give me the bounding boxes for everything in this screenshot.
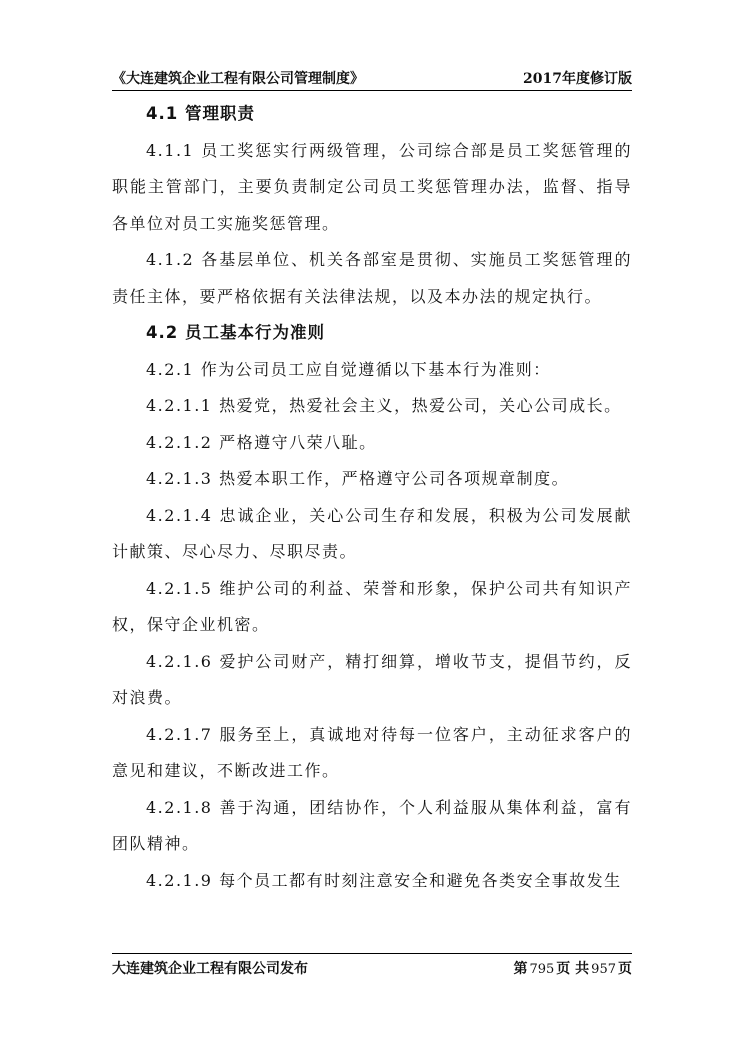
page-prefix: 第	[513, 961, 528, 977]
paragraph: 4.2.1.1 热爱党，热爱社会主义，热爱公司，关心公司成长。	[146, 396, 622, 415]
footer-publisher: 大连建筑企业工程有限公司发布	[112, 961, 308, 977]
paragraph: 4.2.1.9 每个员工都有时刻注意安全和避免各类安全事故发生	[146, 870, 622, 890]
paragraph: 4.2.1.2 严格遵守八荣八耻。	[146, 432, 377, 452]
paragraph: 4.2.1.4 忠诚企业，关心公司生存和发展，积极为公司发展献计献策、尽心尽力、尽职尽责。	[112, 505, 632, 561]
page-total: 957	[591, 962, 616, 977]
paragraph: 4.1.2 各基层单位、机关各部室是贯彻、实施员工奖惩管理的责任主体，要严格依据有关法律法规，以及本办法的规定执行。	[112, 250, 632, 306]
paragraph: 4.2.1.6 爱护公司财产，精打细算，增收节支，提倡节约，反对浪费。	[112, 651, 632, 707]
paragraph: 4.2.1.5 维护公司的利益、荣誉和形象，保护公司共有知识产权，保守企业机密。	[112, 578, 632, 634]
section-heading: 4.2 员工基本行为准则	[146, 323, 325, 342]
document-body	[112, 96, 632, 899]
page-current: 795	[529, 962, 555, 977]
paragraph: 4.2.1.3 热爱本职工作，严格遵守公司各项规章制度。	[146, 469, 570, 488]
page-footer	[112, 958, 632, 978]
header-version: 2017年度修订版	[523, 71, 632, 87]
page-suffix: 页	[618, 961, 632, 977]
footer-divider	[112, 953, 632, 954]
paragraph: 4.2.1 作为公司员工应自觉遵循以下基本行为准则：	[146, 359, 551, 379]
paragraph: 4.1.1 员工奖惩实行两级管理，公司综合部是员工奖惩管理的职能主管部门，主要负责制定公司员工奖惩管理办法，监督、指导各单位对员工实施奖惩管理。	[112, 140, 632, 233]
header-title: 《大连建筑企业工程有限公司管理制度》	[112, 71, 364, 87]
paragraph: 4.2.1.7 服务至上，真诚地对待每一位客户，主动征求客户的意见和建议，不断改进工作。	[112, 724, 632, 780]
paragraph: 4.2.1.8 善于沟通，团结协作，个人利益服从集体利益，富有团队精神。	[112, 797, 632, 853]
header-divider	[112, 90, 632, 91]
page-mid: 页 共	[556, 961, 590, 977]
page-number	[513, 958, 632, 978]
section-heading: 4.1 管理职责	[146, 104, 255, 123]
page-header	[112, 66, 632, 88]
